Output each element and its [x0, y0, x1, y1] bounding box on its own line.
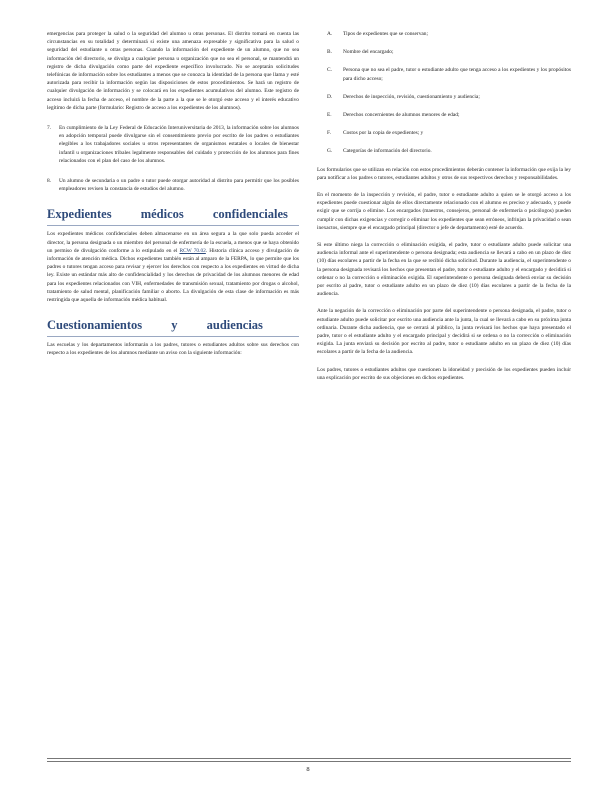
item-text: En cumplimiento de la Ley Federal de Educación Interuniversitaria de 2013, la información sobre los alumnos en adopción temporal puede divulgarse sin el consentimiento previo por escrito de los padres o estudiantes elegibles a los trabajadores sociales u otros representantes de organismos estatales o locales de bienestar infantil u organizaciones tribales legalmente responsables del cuidado y protección de los alumnos para fines relacionados con el plan del caso de los alumnos. — [59, 125, 299, 164]
list-text: Nombre del encargado; — [343, 49, 394, 56]
page-number: 8 — [306, 766, 310, 773]
list-item — [327, 48, 571, 56]
list-text: Derechos de inspección, revisión, cuestionamiento y audiencia; — [343, 93, 480, 100]
left-column — [47, 30, 299, 358]
intro-paragraph: emergencias para proteger la salud o la seguridad del alumno u otras personas. El distrito tomará en cuenta las circunstancias en su totalidad y determinará si existe una amenaza expresable y significativa para la salud o seguridad del estudiante u otras personas. Cuando la información del expediente de un alumno, que no sea información del directorio, se divulga a cualquier persona u organización que no sea el personal, se mantendrá un registro de dicha divulgación como parte del expediente específico involucrado. No se aceptarán solicitudes telefónicas de información sobre los estudiantes a menos que se conozca la identidad de la persona que llama y esté autorizada para recibir la información según las disposiciones de estos procedimientos. Se hará un registro de cualquier divulgación de información y se colocará en los expedientes acumulativos del alumno. Este registro de acceso incluirá la fecha de acceso, el nombre de la parte a la que se le otorgó este acceso y el interés educativo legítimo de dicha parte (formulario: Registro de acceso a los expedientes de los alumnos). — [47, 31, 299, 111]
objections-paragraph: Los padres, tutores o estudiantes adultos que cuestionen la idoneidad y precisión de los expedientes pueden incluir una explicación por escrito de sus objeciones en dichos expedientes. — [317, 366, 571, 381]
list-text: Persona que no sea el padre, tutor o estudiante adulto que tenga acceso a los expedientes y los propósitos para dicho acceso; — [343, 67, 571, 82]
right-column — [317, 30, 571, 382]
numbered-item-7 — [47, 124, 299, 165]
board-hearing-paragraph: Ante la negación de la corrección o eliminación por parte del superintendente o persona designada, el padre, tutor o estudiante adulto puede solicitar por escrito una audiencia ante la junta, la cual se llevará a cabo en su próxima junta ordinaria. Durante dicha audiencia, que se cerrará al público, la junta revisará los hechos que haya presentado el padre, tutor o el estudiante adulto y el encargado principal y decidirá si se ordena o no la corrección o eliminación exigida. La junta enviará su decisión por escrito al padre, tutor o estudiante adulto en un plazo de diez (10) días escolares a partir de la fecha de la audiencia. — [317, 308, 571, 356]
list-letter: G. — [327, 148, 333, 155]
list-text: Derechos concernientes de alumnos menores de edad; — [343, 112, 460, 119]
item-number: 8. — [47, 178, 52, 185]
heading-questions-hearings: Cuestionamientos y audiencias — [47, 318, 299, 337]
list-item — [327, 129, 571, 137]
list-letter: F. — [327, 130, 331, 137]
list-text: Tipos de expedientes que se conservan; — [343, 31, 428, 37]
inspection-paragraph: En el momento de la inspección y revisión, el padre, tutor o estudiante adulto a quien se le otorgó acceso a los expedientes puede cuestionar algún de ellos directamente relacionado con el alumno es preciso y adecuado, y puede exigir que se corrija o elimine. Los encargados (maestros, consejeros, personal de enfermería o psicólogos) pueden cumplir con dichas exigencias y corregir o eliminar los expedientes que sean erróneos, infrinjan la privacidad o sean inexactos, siempre que el encargado principal (director o jefe de departamento) esté de acuerdo. — [317, 192, 571, 231]
footer-rule-top — [47, 758, 571, 759]
list-letter: A. — [327, 31, 333, 37]
list-letter: C. — [327, 67, 332, 74]
rcw-link[interactable]: RCW 70.02 — [179, 247, 206, 254]
medical-paragraph — [47, 230, 299, 304]
list-item — [327, 30, 571, 38]
list-letter: B. — [327, 49, 332, 56]
list-item — [327, 147, 571, 155]
medical-text-start: Los expedientes médicos confidenciales deben almacenarse en un área segura a la que solo pueda acceder el director, la persona designada o un miembro del personal de enfermería de la escuela, a menos que se haya obtenido un permiso de divulgación conforme a lo estipulado en el — [47, 231, 299, 254]
heading-medical-records: Expedientes médicos confidenciales — [47, 207, 299, 226]
item-number: 7. — [47, 125, 52, 132]
numbered-item-8 — [47, 177, 299, 193]
list-text: Costos por la copia de expedientes; y — [343, 130, 424, 137]
footer-rule-bottom — [47, 761, 571, 762]
list-item — [327, 93, 571, 101]
questions-paragraph: Las escuelas y los departamentos informarán a los padres, tutores o estudiantes adultos sobre sus derechos con respecto a los expedientes de los alumnos mediante un aviso con la siguiente información: — [47, 342, 299, 357]
forms-paragraph: Los formularios que se utilizan en relación con estos procedimientos deberán contener la información que exija la ley para notificar a los padres o tutores, estudiantes adultos y otros de sus respectivos derechos y responsabilidades. — [317, 166, 571, 181]
list-letter: D. — [327, 93, 333, 100]
list-item — [327, 111, 571, 119]
medical-text-end: . Historia clínica acceso y divulgación de información de atención médica. Dichos expedientes también están al amparo de la FERPA, lo que permite que los padres o tutores tengan acceso para revisar y ejercer los derechos con respecto a los expedientes en virtud de dicha ley. Existe un estándar más alto de confidencialidad y los derechos de privacidad de los alumnos menores de edad para los expedientes relacionados con VIH, enfermedades de transmisión sexual, tratamiento por drogas o alcohol, tratamiento de salud mental, planificación familiar o aborto. La divulgación de esta clase de información es más restringida que aquella de información médica habitual. — [47, 247, 299, 304]
notice-list — [327, 30, 571, 156]
item-text: Un alumno de secundaria o un padre o tutor puede otorgar autoridad al distrito para permitir que los posibles empleadores revisen la constancia de estudios del alumno. — [59, 178, 299, 193]
informal-hearing-paragraph: Si este último niega la corrección o eliminación exigida, el padre, tutor o estudiante adulto puede solicitar una audiencia informal ante el superintendente o persona designada; esta audiencia se llevará a cabo en un plazo de diez (10) días escolares a partir de la fecha en la que se recibió dicha solicitud. Durante la audiencia, el superintendente o la persona designada revisará los hechos que presentan el padre, tutor o estudiante adulto y el encargado y decidirá si ordenar o no la corrección o eliminación exigida. El superintendente o persona designada deberá enviar su decisión por escrito al padre, tutor o estudiante adulto en un plazo de diez (10) días escolares a partir de la fecha de la audiencia. — [317, 242, 571, 298]
list-text: Categorías de información del directorio. — [343, 148, 432, 155]
list-letter: E. — [327, 112, 332, 119]
list-item — [327, 66, 571, 82]
